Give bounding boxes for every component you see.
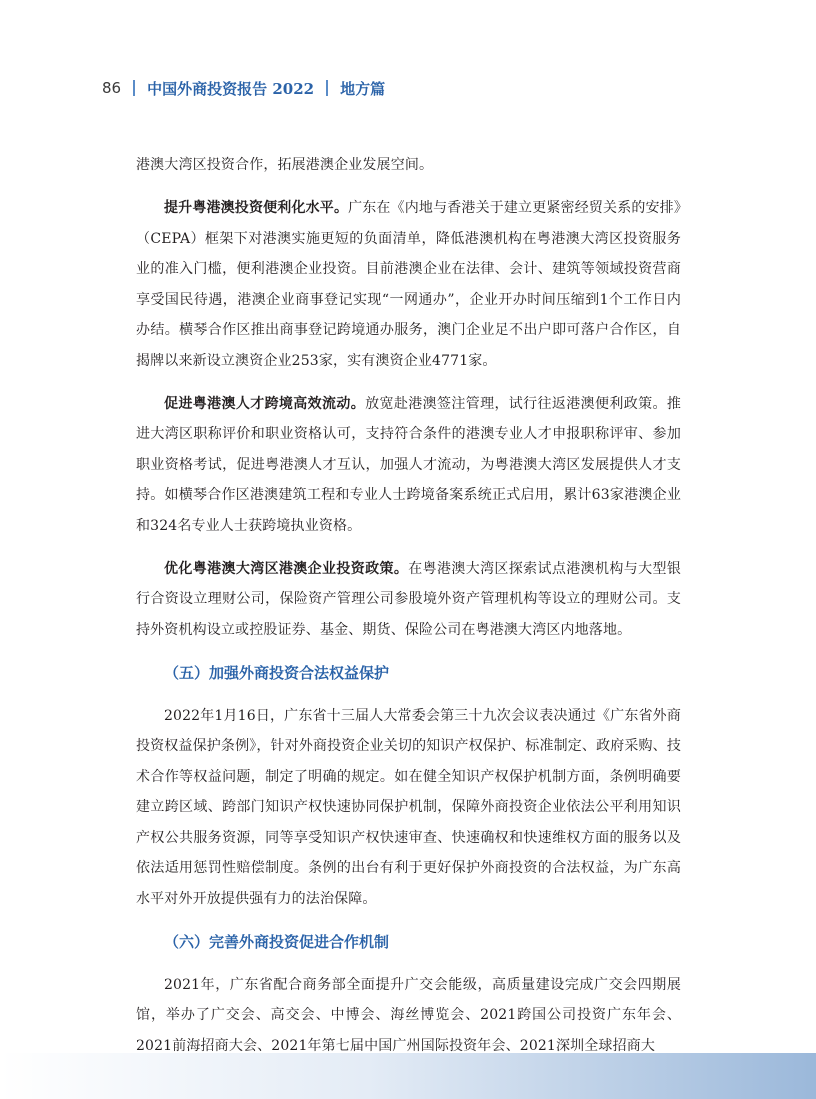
- header-divider: [133, 80, 135, 96]
- footer-gradient-band: [0, 1053, 816, 1099]
- page-number: 86: [102, 79, 122, 97]
- paragraph-lead: 提升粤港澳投资便利化水平。: [164, 200, 349, 216]
- paragraph-investment-facilitation: [136, 193, 681, 376]
- paragraph-body: 放宽赴港澳签注管理，试行往返港澳便利政策。推进大湾区职称评价和职业资格认可，支持符合条件的港澳专业人才申报职称评审、参加职业资格考试，促进粤港澳人才互认，加强人才流动，为粤港澳大湾区发展提供人才支持。如横琴合作区港澳建筑工程和专业人士跨境备案系统正式启用，累计63家港澳企业和324名专业人士获跨境执业资格。: [136, 395, 681, 534]
- body-content: [136, 150, 681, 1074]
- paragraph-investment-policy: [136, 554, 681, 646]
- subheading-rights-protection: （五）加强外商投资合法权益保护: [164, 663, 390, 682]
- paragraph-lead: 促进粤港澳人才跨境高效流动。: [164, 395, 366, 412]
- paragraph-talent-flow: [136, 389, 681, 542]
- paragraph-rights-regulation: 2022年1月16日，广东省十三届人大常委会第三十九次会议表决通过《广东省外商投资权益保护条例》，针对外商投资企业关切的知识产权保护、标准制定、政府采购、技术合作等权益问题，制定了明确的规定。如在健全知识产权保护机制方面，条例明确要建立跨区域、跨部门知识产权快速协同保护机制，保障外商投资企业依法公平利用知识产权公共服务资源，同等享受知识产权快速审查、快速确权和快速维权方面的服务以及依法适用惩罚性赔偿制度。条例的出台有利于更好保护外商投资的合法权益，为广东高水平对外开放提供强有力的法治保障。: [136, 707, 681, 907]
- paragraph-promotion-events: 2021年，广东省配合商务部全面提升广交会能级，高质量建设完成广交会四期展馆，举办了广交会、高交会、中博会、海丝博览会、2021跨国公司投资广东年会、2021前海招商大会、2021年第七届中国广州国际投资年会、2021深圳全球招商大: [136, 976, 681, 1054]
- paragraph-lead: 优化粤港澳大湾区港澳企业投资政策。: [164, 560, 409, 577]
- subheading-promotion-mechanism: （六）完善外商投资促进合作机制: [164, 932, 390, 951]
- paragraph-body: 广东在《内地与香港关于建立更紧密经贸关系的安排》（CEPA）框架下对港澳实施更短的负面清单，降低港澳机构在粤港澳大湾区投资服务业的准入门槛，便利港澳企业投资。目前港澳企业在法律、会计、建筑等领域投资营商享受国民待遇，港澳企业商事登记实现“一网通办”，企业开办时间压缩到1个工作日内办结。横琴合作区推出商事登记跨境通办服务，澳门企业足不出户即可落户合作区，自揭牌以来新设立澳资企业253家，实有澳资企业4771家。: [136, 200, 681, 369]
- header-divider: [326, 80, 328, 96]
- section-label: 地方篇: [340, 79, 386, 98]
- paragraph-body: 在粤港澳大湾区探索试点港澳机构与大型银行合资设立理财公司，保险资产管理公司参股境外资产管理机构等设立的理财公司。支持外资机构设立或控股证券、基金、期货、保险公司在粤港澳大湾区内地落地。: [136, 560, 681, 638]
- paragraph-continuation: 港澳大湾区投资合作，拓展港澳企业发展空间。: [136, 157, 434, 173]
- page-header: [102, 76, 385, 100]
- report-title: 中国外商投资报告 2022: [147, 79, 315, 98]
